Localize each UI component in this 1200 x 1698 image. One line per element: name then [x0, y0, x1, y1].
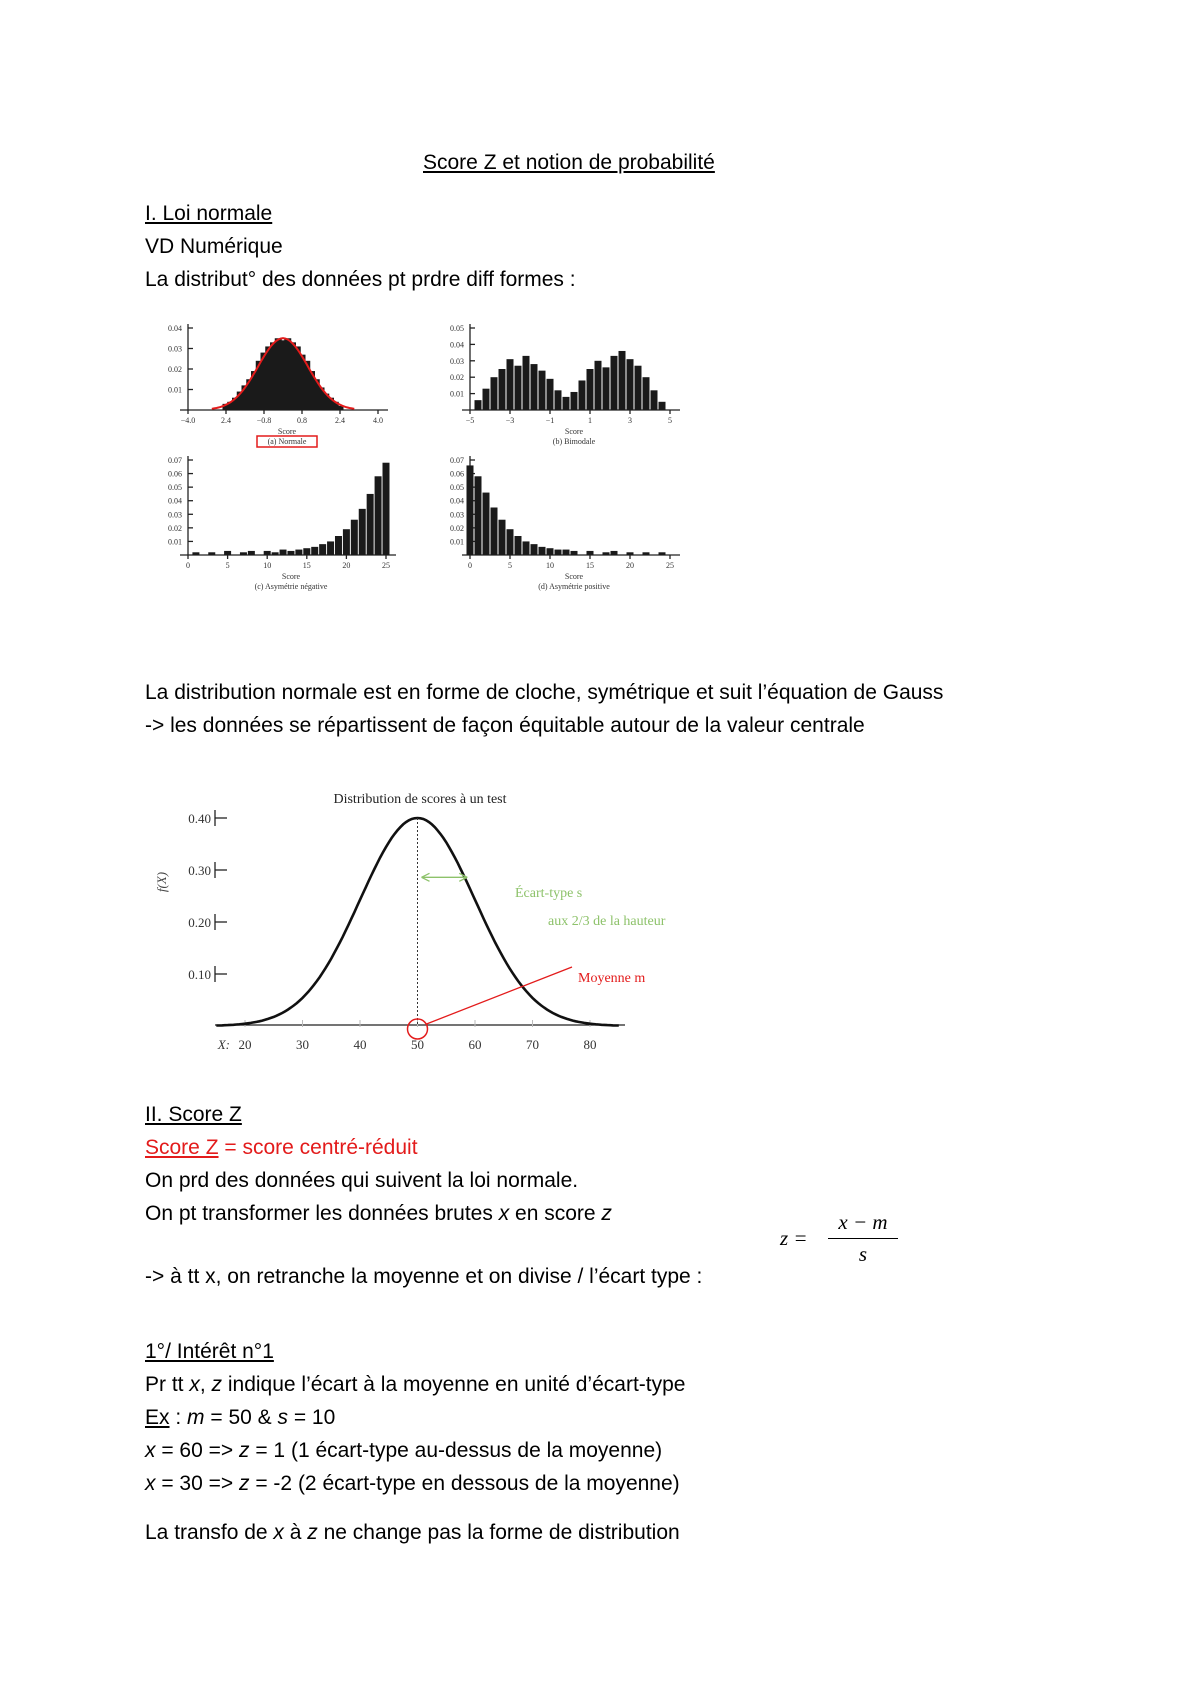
hist-bar [603, 367, 610, 410]
formula-fraction-bar [828, 1238, 898, 1239]
text-seg: ne change pas la forme de distribution [317, 1521, 680, 1544]
x-tick-label: −0.8 [256, 416, 272, 425]
text-seg: = 10 [288, 1406, 336, 1429]
x-tick-label: 1 [588, 416, 592, 425]
y-tick-label: 0.04 [450, 340, 464, 350]
x-tick-label: 20 [342, 561, 351, 570]
section2-line3: -> à tt x, on retranche la moyenne et on divise / l’écart type : [145, 1265, 703, 1288]
hist-bar [651, 390, 658, 410]
hist-bar [327, 541, 334, 555]
hist-bar [659, 402, 666, 410]
hist-bar [531, 544, 538, 555]
hist-bar [335, 536, 342, 555]
x-tick-label: 20 [238, 1037, 252, 1052]
x-tick-label: −3 [505, 416, 515, 425]
x-tick-label: 0 [186, 561, 190, 570]
hist-bar [595, 361, 602, 410]
x-tick-label: 4.0 [373, 416, 383, 425]
x-tick-label: 20 [626, 561, 634, 570]
definition-term: Score Z [145, 1136, 219, 1159]
x-tick-label: 5 [668, 416, 672, 425]
hist-bar [555, 550, 562, 555]
y-tick-label: 0.01 [450, 537, 464, 547]
text-seg: = 1 (1 écart-type au-dessus de la moyenne) [249, 1439, 663, 1462]
example-x30 [145, 1471, 680, 1497]
gaussian-figure [150, 785, 670, 1060]
mean-label: Moyenne m [578, 971, 646, 986]
hist-bar [555, 390, 562, 410]
hist-bar [499, 369, 506, 410]
hist-bar [287, 551, 294, 555]
x-tick-label: −1 [545, 416, 555, 425]
hist-bar [563, 397, 570, 410]
hist-bar [523, 356, 530, 410]
hist-bar [507, 529, 514, 555]
x-tick-label: 2.4 [221, 416, 231, 425]
var-z: z [307, 1521, 318, 1544]
var-x: x [273, 1521, 284, 1544]
hist-bar [295, 550, 302, 555]
x-tick-label: −5 [465, 416, 475, 425]
text-seg: = 60 => [155, 1439, 239, 1462]
hist-bar [248, 551, 255, 555]
y-axis-label: f(X) [154, 871, 169, 893]
x-tick-label: 50 [411, 1037, 424, 1052]
section1-para1: La distribution normale est en forme de cloche, symétrique et suit l’équation de Gauss [145, 681, 944, 704]
hist-bar [351, 520, 358, 555]
var-x: x [145, 1472, 156, 1495]
var-z: z [601, 1202, 612, 1225]
y-tick-label: 0.06 [450, 469, 464, 479]
hist-bar [531, 364, 538, 410]
x-tick-label: 2.4 [335, 416, 345, 425]
hist-bar [611, 356, 618, 410]
y-tick-label: 0.06 [168, 469, 182, 479]
section1-line1: VD Numérique [145, 235, 283, 258]
var-x: x [189, 1373, 200, 1396]
hist-bar [515, 536, 522, 555]
hist-bar [659, 552, 666, 555]
var-x: x [145, 1439, 156, 1462]
var-z: z [239, 1472, 250, 1495]
y-tick-label: 0.01 [168, 385, 182, 395]
hist-bar [643, 377, 650, 410]
hist-bar [643, 552, 650, 555]
hist-bar [563, 550, 570, 555]
example-line [145, 1405, 335, 1431]
y-tick-label: 0.04 [168, 324, 182, 333]
interet1-heading: 1°/ Intérêt n°1 [145, 1340, 274, 1363]
hist-bar [547, 379, 554, 410]
x-axis-label: Score [564, 572, 584, 581]
hist-bar [383, 463, 390, 555]
section2-line2 [145, 1201, 612, 1227]
formula-lhs: z = [780, 1226, 808, 1250]
hist-bar [515, 366, 522, 410]
hist-bar [483, 493, 490, 555]
hist-bar [319, 544, 326, 555]
hist-bar [264, 551, 271, 555]
text-seg: Pr tt [145, 1373, 190, 1396]
x-tick-label: 15 [302, 561, 311, 570]
example-x60 [145, 1438, 662, 1464]
hist-bar [343, 529, 350, 555]
hist-bar [587, 369, 594, 410]
y-tick-label: 0.07 [168, 456, 182, 465]
sd-label: Écart-type s [515, 886, 583, 901]
hist-bar [208, 552, 215, 555]
formula-numerator: x − m [838, 1210, 888, 1234]
section1-heading: I. Loi normale [145, 202, 273, 225]
x-tick-label: 40 [353, 1037, 367, 1052]
x-tick-label: 5 [508, 561, 512, 570]
panel-caption: (b) Bimodale [552, 437, 596, 446]
x-tick-label: 5 [225, 561, 230, 570]
hist-bar [571, 551, 578, 555]
x-tick-label: 80 [583, 1037, 597, 1052]
hist-bar [539, 371, 546, 410]
hist-bar [280, 550, 287, 555]
hist-bar [579, 380, 586, 410]
hist-bar [240, 552, 247, 555]
var-m: m [187, 1406, 205, 1429]
hist-bar [491, 377, 498, 410]
y-tick-label: 0.30 [188, 863, 211, 878]
text-seg: : [169, 1406, 188, 1429]
hist-bar [547, 548, 554, 555]
x-tick-label: 0 [468, 561, 472, 570]
hist-panel-negative-skew [168, 456, 396, 591]
hist-bar [475, 476, 482, 555]
text-seg: = 50 & [204, 1406, 278, 1429]
hist-bar [507, 359, 514, 410]
hist-bar [571, 392, 578, 410]
y-tick-label: 0.04 [450, 496, 464, 506]
y-tick-label: 0.02 [168, 365, 182, 374]
section2-heading: II. Score Z [145, 1103, 242, 1126]
y-tick-label: 0.03 [450, 356, 464, 366]
hist-bar [611, 551, 618, 555]
y-tick-label: 0.40 [188, 811, 211, 826]
x-tick-label: 25 [382, 561, 390, 570]
x-tick-label: 25 [666, 561, 674, 570]
hist-bar [192, 552, 199, 555]
definition-rest: = score centré-réduit [218, 1136, 418, 1159]
x-axis-label: Score [281, 572, 301, 581]
hist-bar [499, 520, 506, 555]
panel-caption: (c) Asymétrie négative [254, 582, 328, 591]
x-tick-label: −4.0 [180, 416, 196, 425]
text-seg: La transfo de [145, 1521, 274, 1544]
x-tick-label: 70 [526, 1037, 539, 1052]
y-tick-label: 0.10 [188, 967, 211, 982]
y-tick-label: 0.07 [450, 456, 464, 465]
mean-pointer [427, 967, 573, 1024]
hist-bar [539, 547, 546, 555]
hist-bar [603, 552, 610, 555]
hist-bar [523, 541, 530, 555]
formula-denominator: s [858, 1242, 868, 1266]
x-tick-label: 30 [296, 1037, 309, 1052]
hist-bar [303, 548, 310, 555]
x-axis-label: Score [564, 427, 584, 436]
hist-bar [367, 494, 374, 555]
hist-bar [587, 551, 594, 555]
section1-para2: -> les données se répartissent de façon équitable autour de la valeur centrale [145, 714, 865, 737]
hist-bar [272, 552, 279, 555]
hist-bar [635, 366, 642, 410]
definition-line [145, 1135, 418, 1161]
line2-text-a: On pt transformer les données brutes [145, 1202, 499, 1225]
hist-panel-positive-skew [450, 456, 680, 591]
y-tick-label: 0.05 [450, 483, 464, 493]
hist-bar [627, 552, 634, 555]
y-tick-label: 0.05 [450, 324, 464, 333]
x-tick-label: 10 [546, 561, 554, 570]
x-tick-label: 60 [468, 1037, 482, 1052]
hist-bar [359, 509, 366, 555]
panel-caption: (d) Asymétrie positive [538, 582, 610, 591]
text-seg: , [199, 1373, 212, 1396]
hist-bar [491, 508, 498, 556]
hist-bar [224, 551, 231, 555]
x-axis-label: Score [277, 427, 297, 436]
section1-line2: La distribut° des données pt prdre diff formes : [145, 268, 576, 291]
x-tick-label: 3 [628, 416, 632, 425]
interet1-line1 [145, 1372, 685, 1398]
y-tick-label: 0.03 [168, 344, 182, 354]
hist-bar [483, 389, 490, 410]
var-x: x [498, 1202, 510, 1225]
distribution-shapes-figure [150, 320, 730, 660]
x-tick-label: 15 [586, 561, 594, 570]
x-axis-name: X: [217, 1037, 230, 1052]
text-seg: à [283, 1521, 308, 1544]
y-tick-label: 0.01 [168, 537, 182, 547]
hist-bar [311, 547, 318, 555]
hist-panel-bimodal [450, 324, 680, 446]
interet1-conclusion [145, 1520, 680, 1546]
hist-panel-normal [168, 324, 388, 447]
sd-label-2: aux 2/3 de la hauteur [548, 914, 666, 929]
y-tick-label: 0.03 [450, 510, 464, 520]
y-tick-label: 0.04 [168, 496, 182, 506]
hist-bar [467, 465, 474, 555]
y-tick-label: 0.01 [450, 389, 464, 399]
var-z: z [239, 1439, 250, 1462]
y-tick-label: 0.03 [168, 510, 182, 520]
example-label: Ex [145, 1406, 170, 1429]
x-tick-label: 10 [263, 561, 272, 570]
var-s: s [277, 1406, 288, 1429]
line2-text-b: en score [509, 1202, 602, 1225]
text-seg: = 30 => [155, 1472, 239, 1495]
hist-bar [619, 351, 626, 410]
page-title: Score Z et notion de probabilité [423, 151, 715, 174]
y-tick-label: 0.20 [188, 915, 211, 930]
y-tick-label: 0.02 [450, 373, 464, 383]
x-tick-label: 0.8 [297, 416, 307, 425]
y-tick-label: 0.05 [168, 483, 182, 493]
y-tick-label: 0.02 [168, 523, 182, 533]
hist-bar [375, 476, 382, 555]
text-seg: = -2 (2 écart-type en dessous de la moyenne) [249, 1472, 680, 1495]
gauss-title: Distribution de scores à un test [333, 792, 507, 807]
text-seg: indique l’écart à la moyenne en unité d’écart-type [222, 1373, 686, 1396]
y-tick-label: 0.02 [450, 523, 464, 533]
section2-line1: On prd des données qui suivent la loi normale. [145, 1169, 579, 1192]
hist-bar [475, 400, 482, 410]
hist-bar [627, 359, 634, 410]
var-z: z [211, 1373, 223, 1396]
panel-caption: (a) Normale [267, 437, 307, 446]
